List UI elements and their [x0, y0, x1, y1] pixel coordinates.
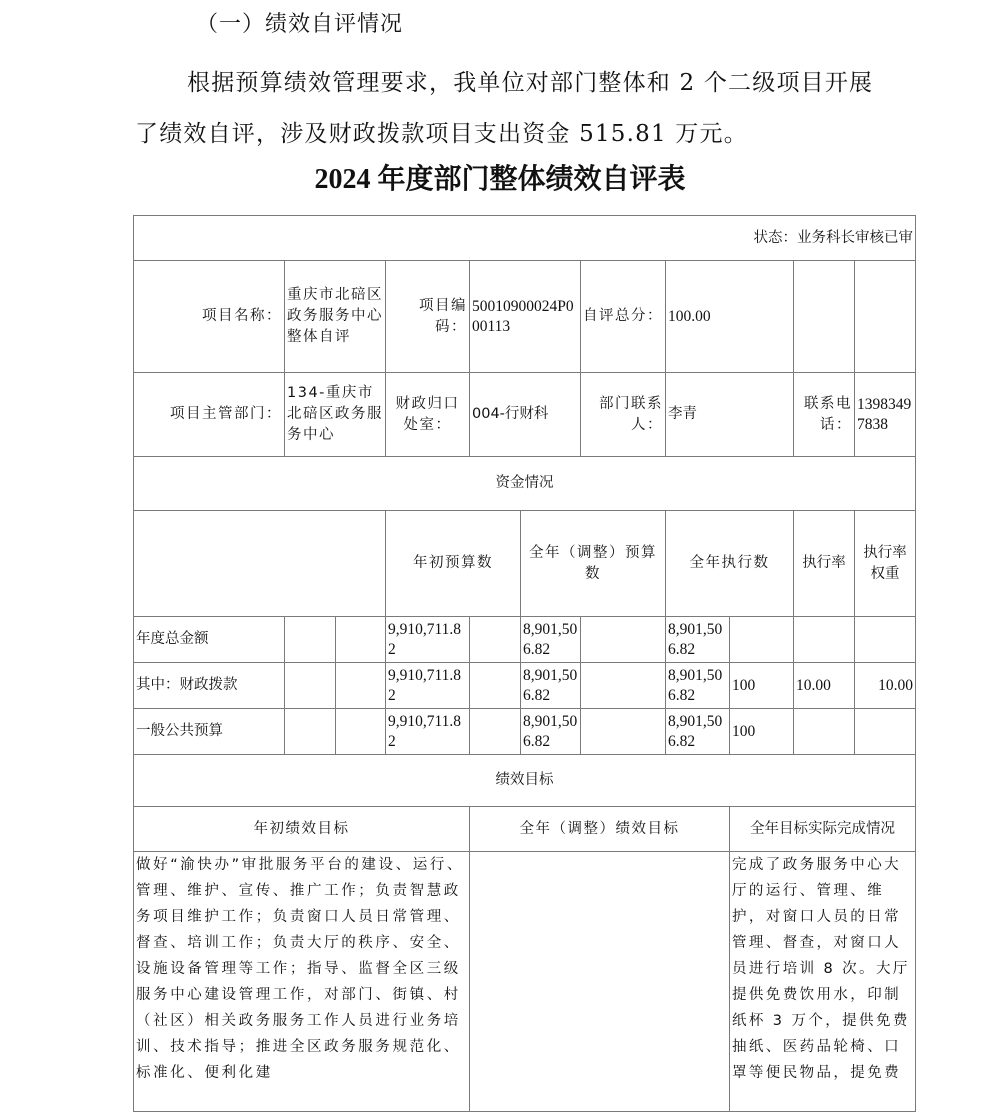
rate-value: 100 [730, 663, 794, 709]
executed-value: 8,901,506.82 [666, 663, 730, 709]
empty-cell [470, 617, 521, 663]
status-cell: 状态：业务科长审核已审 [134, 216, 916, 261]
empty-cell [285, 709, 336, 755]
rate-value: 100 [730, 709, 794, 755]
goals-adjusted-text [470, 852, 730, 1112]
goals-section-label: 绩效目标 [134, 755, 916, 807]
dept-value: 134-重庆市北碚区政务服务中心 [285, 373, 386, 457]
empty-cell [336, 617, 386, 663]
score-label: 自评总分： [581, 261, 666, 373]
office-value: 004-行财科 [470, 373, 581, 457]
score-value [855, 709, 916, 755]
adjusted-value: 8,901,506.82 [521, 663, 581, 709]
intro-paragraph: 根据预算绩效管理要求，我单位对部门整体和 2 个二级项目开展了绩效自评，涉及财政拨款项目支出资金 515.81 万元。 [135, 70, 874, 147]
initial-value: 9,910,711.82 [386, 709, 470, 755]
empty-cell [470, 709, 521, 755]
phone-label: 联系电话： [794, 373, 855, 457]
initial-value: 9,910,711.82 [386, 663, 470, 709]
weight-value [794, 709, 855, 755]
table-title: 2024 年度部门整体绩效自评表 [314, 164, 686, 195]
adjusted-value: 8,901,506.82 [521, 617, 581, 663]
empty-cell [470, 663, 521, 709]
section-heading: （一）绩效自评情况 [196, 12, 404, 37]
funds-section-label: 资金情况 [134, 457, 916, 511]
goals-header-actual: 全年目标实际完成情况 [730, 807, 916, 852]
row-label: 一般公共预算 [134, 709, 285, 755]
contact-label: 部门联系人： [581, 373, 666, 457]
weight-value: 10.00 [794, 663, 855, 709]
empty-cell [336, 709, 386, 755]
weight-value [794, 617, 855, 663]
project-name-value: 重庆市北碚区政务服务中心整体自评 [285, 261, 386, 373]
executed-value: 8,901,506.82 [666, 709, 730, 755]
funds-row [134, 617, 916, 663]
goals-header-initial: 年初绩效目标 [134, 807, 470, 852]
empty-cell [285, 663, 336, 709]
header-rate: 执行率 [794, 511, 855, 617]
project-code-label: 项目编码： [386, 261, 470, 373]
header-adjusted-budget: 全年（调整）预算数 [521, 511, 666, 617]
rate-value [730, 617, 794, 663]
empty-cell [855, 261, 916, 373]
goals-initial-text: 做好“渝快办”审批服务平台的建设、运行、管理、维护、宣传、推广工作；负责智慧政务项目维护工作；负责窗口人员日常管理、督查、培训工作；负责大厅的秩序、安全、设施设备管理等工作；指导、监督全区三级服务中心建设管理工作，对部门、街镇、村（社区）相关政务服务工作人员进行业务培训、技术指导；推进全区政务服务规范化、标准化、便利化建 [134, 852, 470, 1112]
header-rate-weight: 执行率权重 [855, 511, 916, 617]
office-label: 财政归口处室： [386, 373, 470, 457]
header-initial-budget: 年初预算数 [386, 511, 521, 617]
executed-value: 8,901,506.82 [666, 617, 730, 663]
score-value: 10.00 [855, 663, 916, 709]
goals-actual-text: 完成了政务服务中心大厅的运行、管理、维护，对窗口人员的日常管理、督查，对窗口人员进行培训 8 次。大厅提供免费饮用水，印制纸杯 3 万个，提供免费抽纸、医药品轮椅、口罩等便民物品，提免费 [730, 852, 916, 1112]
phone-value: 13983497838 [855, 373, 916, 457]
row-label: 年度总金额 [134, 617, 285, 663]
funds-row [134, 663, 916, 709]
adjusted-value: 8,901,506.82 [521, 709, 581, 755]
funds-row [134, 709, 916, 755]
project-code-value: 50010900024P000113 [470, 261, 581, 373]
dept-label: 项目主管部门： [134, 373, 285, 457]
empty-cell [581, 709, 666, 755]
empty-cell [285, 617, 336, 663]
empty-cell [336, 663, 386, 709]
self-evaluation-table [133, 215, 916, 1112]
empty-cell [581, 617, 666, 663]
initial-value: 9,910,711.82 [386, 617, 470, 663]
empty-cell [581, 663, 666, 709]
score-value [855, 617, 916, 663]
header-executed: 全年执行数 [666, 511, 794, 617]
goals-header-adjusted: 全年（调整）绩效目标 [470, 807, 730, 852]
funds-header-blank [134, 511, 386, 617]
contact-value: 李青 [666, 373, 794, 457]
row-label: 其中：财政拨款 [134, 663, 285, 709]
project-name-label: 项目名称： [134, 261, 285, 373]
empty-cell [794, 261, 855, 373]
score-value: 100.00 [666, 261, 794, 373]
